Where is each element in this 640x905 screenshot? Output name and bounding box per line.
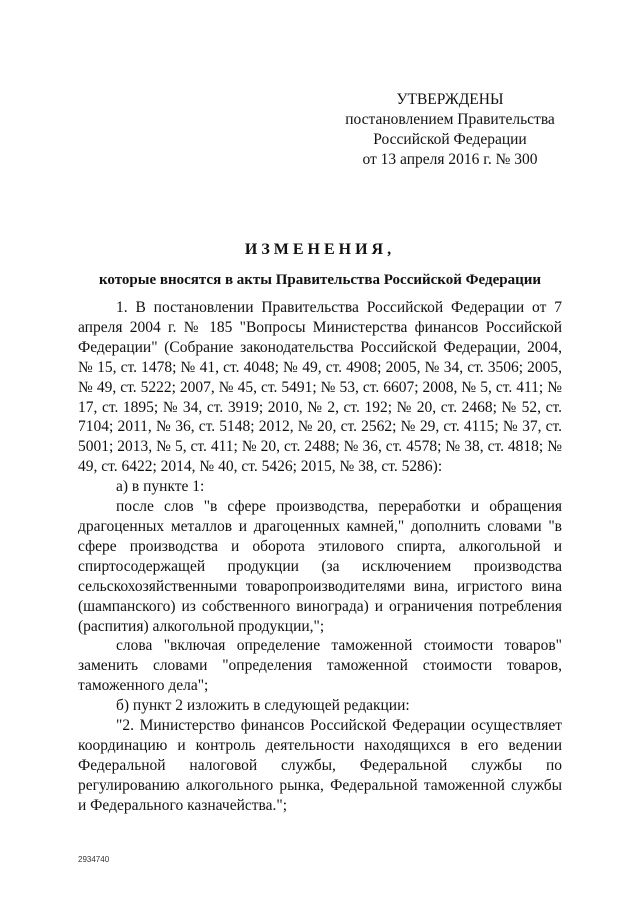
approval-stamp <box>330 90 570 170</box>
title-subtitle: которые вносятся в акты Правительства Российской Федерации <box>98 272 542 288</box>
document-body <box>78 298 562 816</box>
document-title <box>78 240 562 290</box>
paragraph-2: а) в пункте 1: <box>116 478 205 496</box>
paragraph-3: после слов "в сфере производства, переработки и обращения драгоценных металлов и драгоценных камней," дополнить словами "в сфере производства и оборота этилового спирта, алкогольной и спиртосодержащей продукции (за исключением производства сельскохозяйственными товаропроизводителями вина, игристого вина (шампанского) из собственного винограда) и ограничения потребления (распития) алкогольной продукции,"; <box>78 498 562 635</box>
paragraph-4: слова "включая определение таможенной стоимости товаров" заменить словами "определения таможенной стоимости товаров, таможенного дела"; <box>78 637 562 695</box>
approval-line-date: от 13 апреля 2016 г. № 300 <box>362 151 538 168</box>
paragraph-1: 1. В постановлении Правительства Российской Федерации от 7 апреля 2004 г. № 185 "Вопросы Министерства финансов Российской Федерации" (Собрание законодательства Российской Федерации, 2004, № 15, ст. 1478; № 41, ст. 4048; № 49, ст. 4908; 2005, № 34, ст. 3506; 2005, № 49, ст. 5222; 2007, № 45, ст. 5491; № 53, ст. 6607; 2008, № 5, ст. 411; № 17, ст. 1895; № 34, ст. 3919; 2010, № 2, ст. 192; № 20, ст. 2468; № 52, ст. 7104; 2011, № 36, ст. 5148; 2012, № 20, ст. 2562; № 29, ст. 4115; № 37, ст. 5001; 2013, № 5, ст. 411; № 20, ст. 2488; № 36, ст. 4578; № 38, ст. 4818; № 49, ст. 6422; 2014, № 40, ст. 5426; 2015, № 38, ст. 5286): <box>78 299 562 476</box>
approval-line-decree: постановлением Правительства <box>345 111 555 128</box>
approval-line-country: Российской Федерации <box>373 131 527 148</box>
document-code: 2934740 <box>78 855 110 864</box>
title-main: ИЗМЕНЕНИЯ, <box>244 241 396 258</box>
approval-heading: УТВЕРЖДЕНЫ <box>396 91 504 108</box>
paragraph-6: "2. Министерство финансов Российской Федерации осуществляет координацию и контроль деятельности находящихся в его ведении Федеральной налоговой службы, Федеральной службы по регулированию алкогольного рынка, Федеральной таможенной службы и Федерального казначейства."; <box>78 717 562 814</box>
paragraph-5: б) пункт 2 изложить в следующей редакции: <box>116 697 410 715</box>
